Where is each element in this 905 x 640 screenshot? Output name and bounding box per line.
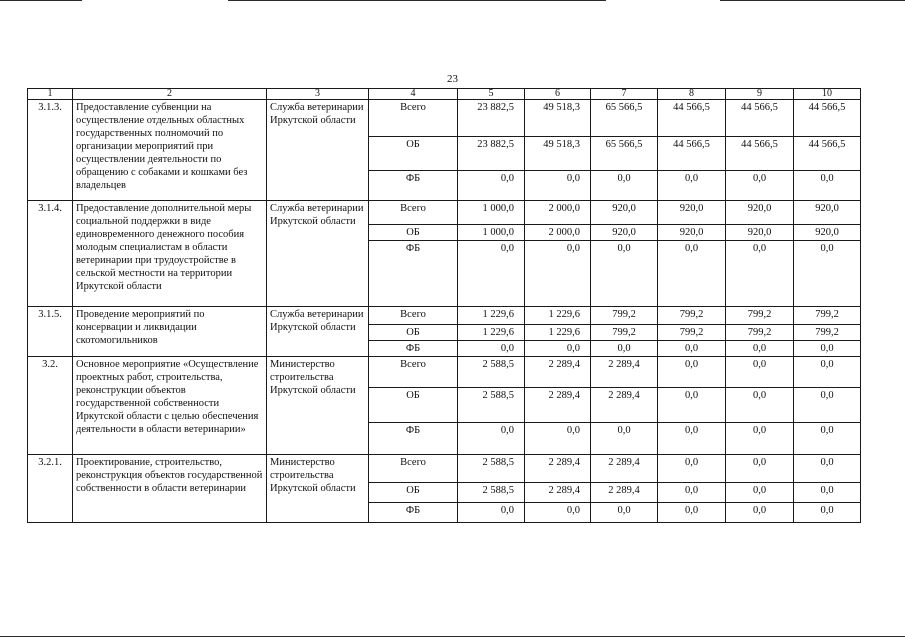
amount-cell: 0,0 <box>658 171 726 201</box>
amount-cell: 44 566,5 <box>794 100 861 137</box>
amount-cell: 0,0 <box>458 341 525 357</box>
amount-cell: 0,0 <box>591 423 658 455</box>
funding-source: ОБ <box>369 388 458 423</box>
amount-cell: 0,0 <box>591 241 658 307</box>
amount-cell: 0,0 <box>726 241 794 307</box>
amount-cell: 0,0 <box>658 241 726 307</box>
scan-edge-top-left <box>0 0 82 1</box>
amount-cell: 0,0 <box>794 341 861 357</box>
amount-cell: 49 518,3 <box>525 100 591 137</box>
amount-cell: 799,2 <box>591 325 658 341</box>
amount-cell: 2 289,4 <box>525 483 591 503</box>
item-description: Основное мероприятие «Осуществление проектных работ, строительства, реконструкции объектов государственной собственности Иркутской области с целью обеспечения деятельности в области ветеринарии» <box>73 357 267 455</box>
amount-cell: 0,0 <box>726 423 794 455</box>
amount-cell: 799,2 <box>726 325 794 341</box>
column-number: 8 <box>658 89 726 100</box>
item-executor: Служба ветеринарии Иркутской области <box>267 100 369 201</box>
item-executor: Служба ветеринарии Иркутской области <box>267 201 369 307</box>
scan-edge-top-mid <box>228 0 606 1</box>
amount-cell: 2 588,5 <box>458 483 525 503</box>
amount-cell: 920,0 <box>726 201 794 225</box>
amount-cell: 2 588,5 <box>458 388 525 423</box>
amount-cell: 0,0 <box>658 423 726 455</box>
amount-cell: 0,0 <box>658 503 726 523</box>
amount-cell: 0,0 <box>726 341 794 357</box>
funding-source: ФБ <box>369 503 458 523</box>
amount-cell: 0,0 <box>458 423 525 455</box>
amount-cell: 920,0 <box>658 225 726 241</box>
column-number-row <box>28 89 861 100</box>
amount-cell: 1 000,0 <box>458 201 525 225</box>
amount-cell: 44 566,5 <box>794 137 861 171</box>
budget-table <box>27 88 861 523</box>
item-description: Предоставление дополнительной меры социальной поддержки в виде единовременного денежного пособия молодым специалистам в области ветеринарии при трудоустройстве в сельской местности на территории Иркутской области <box>73 201 267 307</box>
amount-cell: 799,2 <box>726 307 794 325</box>
amount-cell: 0,0 <box>794 357 861 388</box>
amount-cell: 0,0 <box>458 503 525 523</box>
item-code: 3.1.5. <box>28 307 73 357</box>
funding-source: Всего <box>369 100 458 137</box>
amount-cell: 2 289,4 <box>525 455 591 483</box>
amount-cell: 799,2 <box>794 307 861 325</box>
amount-cell: 0,0 <box>658 357 726 388</box>
amount-cell: 0,0 <box>726 503 794 523</box>
item-code: 3.2. <box>28 357 73 455</box>
amount-cell: 920,0 <box>794 201 861 225</box>
table-row <box>28 100 861 137</box>
funding-source: ОБ <box>369 137 458 171</box>
amount-cell: 2 289,4 <box>591 483 658 503</box>
amount-cell: 799,2 <box>658 307 726 325</box>
amount-cell: 0,0 <box>525 423 591 455</box>
funding-source: Всего <box>369 455 458 483</box>
amount-cell: 0,0 <box>591 503 658 523</box>
amount-cell: 0,0 <box>794 388 861 423</box>
column-number: 1 <box>28 89 73 100</box>
amount-cell: 0,0 <box>525 241 591 307</box>
funding-source: Всего <box>369 307 458 325</box>
amount-cell: 920,0 <box>726 225 794 241</box>
amount-cell: 1 229,6 <box>525 307 591 325</box>
amount-cell: 23 882,5 <box>458 137 525 171</box>
amount-cell: 0,0 <box>658 455 726 483</box>
scan-edge-bottom <box>0 636 905 637</box>
funding-source: ФБ <box>369 341 458 357</box>
table-row <box>28 357 861 388</box>
item-code: 3.1.4. <box>28 201 73 307</box>
column-number: 2 <box>73 89 267 100</box>
amount-cell: 2 289,4 <box>591 357 658 388</box>
amount-cell: 0,0 <box>794 241 861 307</box>
amount-cell: 0,0 <box>726 171 794 201</box>
amount-cell: 23 882,5 <box>458 100 525 137</box>
column-number: 4 <box>369 89 458 100</box>
amount-cell: 1 229,6 <box>458 325 525 341</box>
amount-cell: 0,0 <box>794 171 861 201</box>
table-row <box>28 455 861 483</box>
table-row <box>28 201 861 225</box>
item-description: Проектирование, строительство, реконструкция объектов государственной собственности в области ветеринарии <box>73 455 267 523</box>
amount-cell: 0,0 <box>458 241 525 307</box>
column-number: 7 <box>591 89 658 100</box>
amount-cell: 799,2 <box>794 325 861 341</box>
funding-source: Всего <box>369 201 458 225</box>
item-description: Предоставление субвенции на осуществление отдельных областных государственных полномочий по организации мероприятий при осуществлении деятельности по обращению с собаками и кошками без владельцев <box>73 100 267 201</box>
item-executor: Министерство строительства Иркутской области <box>267 357 369 455</box>
amount-cell: 0,0 <box>726 483 794 503</box>
amount-cell: 920,0 <box>591 201 658 225</box>
table-row <box>28 307 861 325</box>
amount-cell: 920,0 <box>794 225 861 241</box>
funding-source: Всего <box>369 357 458 388</box>
amount-cell: 0,0 <box>726 357 794 388</box>
item-executor: Министерство строительства Иркутской области <box>267 455 369 523</box>
amount-cell: 1 229,6 <box>458 307 525 325</box>
amount-cell: 0,0 <box>794 423 861 455</box>
amount-cell: 0,0 <box>726 388 794 423</box>
amount-cell: 2 289,4 <box>591 388 658 423</box>
amount-cell: 44 566,5 <box>726 100 794 137</box>
amount-cell: 2 000,0 <box>525 201 591 225</box>
item-description: Проведение мероприятий по консервации и ликвидации скотомогильников <box>73 307 267 357</box>
amount-cell: 0,0 <box>525 171 591 201</box>
amount-cell: 799,2 <box>658 325 726 341</box>
column-number: 10 <box>794 89 861 100</box>
amount-cell: 0,0 <box>458 171 525 201</box>
funding-source: ФБ <box>369 241 458 307</box>
column-number: 3 <box>267 89 369 100</box>
amount-cell: 2 289,4 <box>525 388 591 423</box>
amount-cell: 0,0 <box>658 341 726 357</box>
funding-source: ФБ <box>369 423 458 455</box>
item-code: 3.1.3. <box>28 100 73 201</box>
column-number: 5 <box>458 89 525 100</box>
amount-cell: 2 289,4 <box>591 455 658 483</box>
amount-cell: 0,0 <box>794 483 861 503</box>
funding-source: ОБ <box>369 483 458 503</box>
amount-cell: 44 566,5 <box>726 137 794 171</box>
amount-cell: 44 566,5 <box>658 100 726 137</box>
amount-cell: 2 000,0 <box>525 225 591 241</box>
amount-cell: 0,0 <box>726 455 794 483</box>
funding-source: ФБ <box>369 171 458 201</box>
amount-cell: 65 566,5 <box>591 137 658 171</box>
amount-cell: 2 289,4 <box>525 357 591 388</box>
amount-cell: 0,0 <box>794 503 861 523</box>
amount-cell: 0,0 <box>525 341 591 357</box>
amount-cell: 920,0 <box>591 225 658 241</box>
amount-cell: 0,0 <box>525 503 591 523</box>
amount-cell: 65 566,5 <box>591 100 658 137</box>
column-number: 9 <box>726 89 794 100</box>
amount-cell: 49 518,3 <box>525 137 591 171</box>
amount-cell: 2 588,5 <box>458 357 525 388</box>
page-number: 23 <box>447 73 458 85</box>
amount-cell: 920,0 <box>658 201 726 225</box>
funding-source: ОБ <box>369 225 458 241</box>
amount-cell: 0,0 <box>658 483 726 503</box>
funding-source: ОБ <box>369 325 458 341</box>
column-number: 6 <box>525 89 591 100</box>
amount-cell: 44 566,5 <box>658 137 726 171</box>
item-executor: Служба ветеринарии Иркутской области <box>267 307 369 357</box>
amount-cell: 0,0 <box>591 341 658 357</box>
amount-cell: 799,2 <box>591 307 658 325</box>
amount-cell: 1 229,6 <box>525 325 591 341</box>
amount-cell: 0,0 <box>658 388 726 423</box>
amount-cell: 1 000,0 <box>458 225 525 241</box>
item-code: 3.2.1. <box>28 455 73 523</box>
amount-cell: 0,0 <box>591 171 658 201</box>
scan-edge-top-right <box>720 0 905 1</box>
amount-cell: 0,0 <box>794 455 861 483</box>
amount-cell: 2 588,5 <box>458 455 525 483</box>
